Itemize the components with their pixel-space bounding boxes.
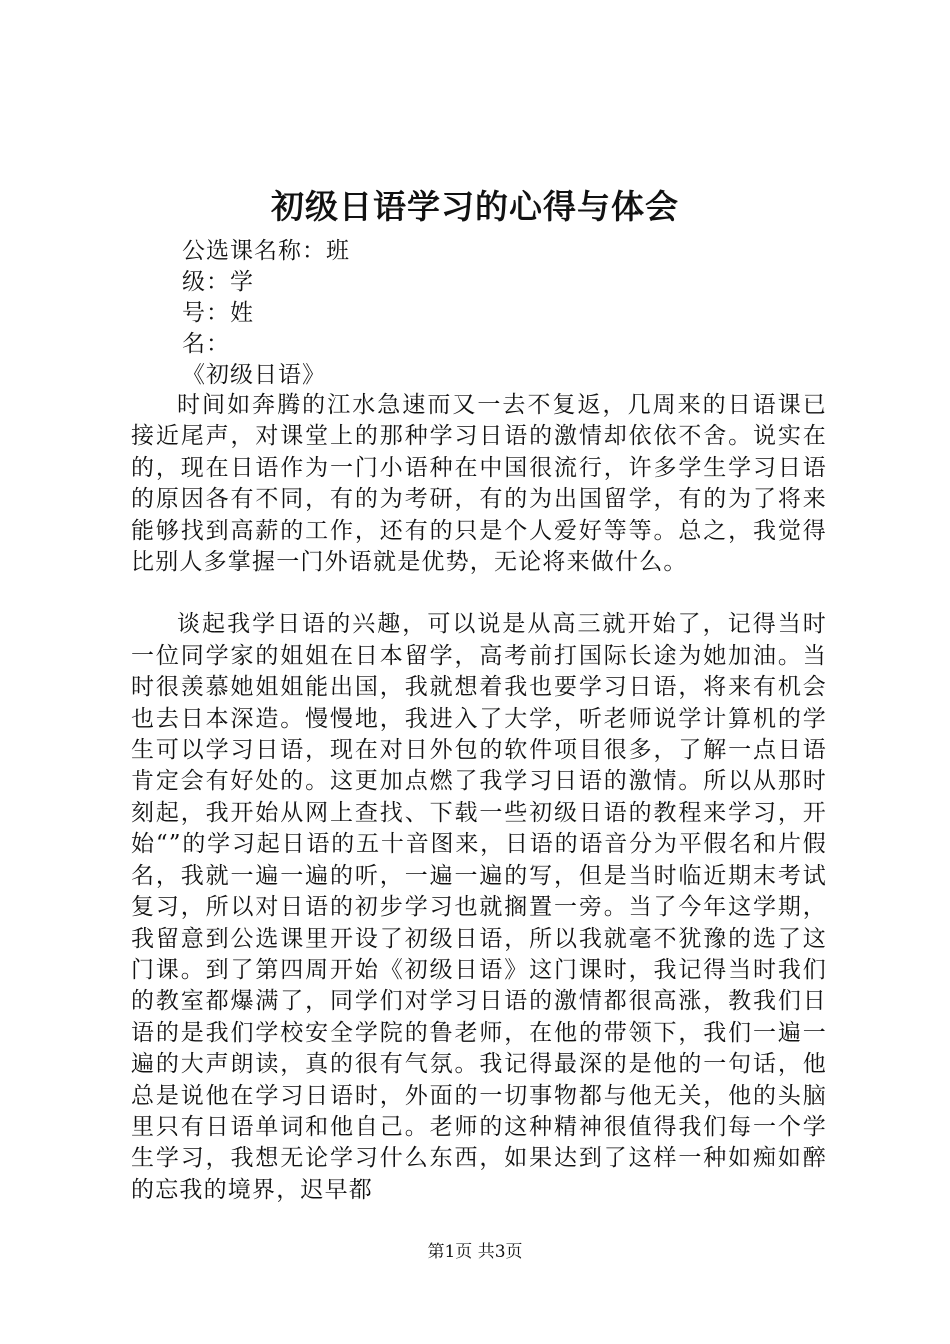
course-title-line: 《初级日语》 (182, 362, 326, 388)
paragraph-spacer (131, 578, 827, 609)
student-number-line: 号：姓 (182, 300, 254, 326)
paragraph-1: 时间如奔腾的江水急速而又一去不复返，几周来的日语课已接近尾声，对课堂上的那种学习日语的激情却依依不舍。说实在的，现在日语作为一门小语种在中国很流行，许多学生学习日语的原因各有不同，有的为考研，有的为出国留学，有的为了将来能够找到高薪的工作，还有的只是个人爱好等等。总之，我觉得比别人多掌握一门外语就是优势，无论将来做什么。 (131, 392, 827, 576)
page-footer: 第1页 共3页 (427, 1242, 523, 1262)
course-info-block (182, 236, 350, 391)
document-title: 初级日语学习的心得与体会 (271, 187, 679, 226)
document-body (131, 390, 827, 1206)
class-line: 级：学 (182, 269, 254, 295)
paragraph-2: 谈起我学日语的兴趣，可以说是从高三就开始了，记得当时一位同学家的姐姐在日本留学，高考前打国际长途为她加油。当时很羡慕她姐姐能出国，我就想着我也要学习日语，将来有机会也去日本深造。慢慢地，我进入了大学，听老师说学计算机的学生可以学习日语，现在对日外包的软件项目很多，了解一点日语肯定会有好处的。这更加点燃了我学习日语的激情。所以从那时刻起，我开始从网上查找、下载一些初级日语的教程来学习，开始“”的学习起日语的五十音图来，日语的语音分为平假名和片假名，我就一遍一遍的听，一遍一遍的写，但是当时临近期末考试复习，所以对日语的初步学习也就搁置一旁。当了今年这学期，我留意到公选课里开设了初级日语，所以我就毫不犹豫的选了这门课。到了第四周开始《初级日语》这门课时，我记得当时我们的教室都爆满了，同学们对学习日语的激情都很高涨，教我们日语的是我们学校安全学院的鲁老师，在他的带领下，我们一遍一遍的大声朗读，真的很有气氛。我记得最深的是他的一句话，他总是说他在学习日语时，外面的一切事物都与他无关，他的头脑里只有日语单词和他自己。老师的这种精神很值得我们每一个学生学习，我想无论学习什么东西，如果达到了这样一种如痴如醉的忘我的境界，迟早都 (131, 611, 827, 1203)
name-line: 名： (182, 331, 230, 357)
course-name-line: 公选课名称：班 (182, 238, 350, 264)
